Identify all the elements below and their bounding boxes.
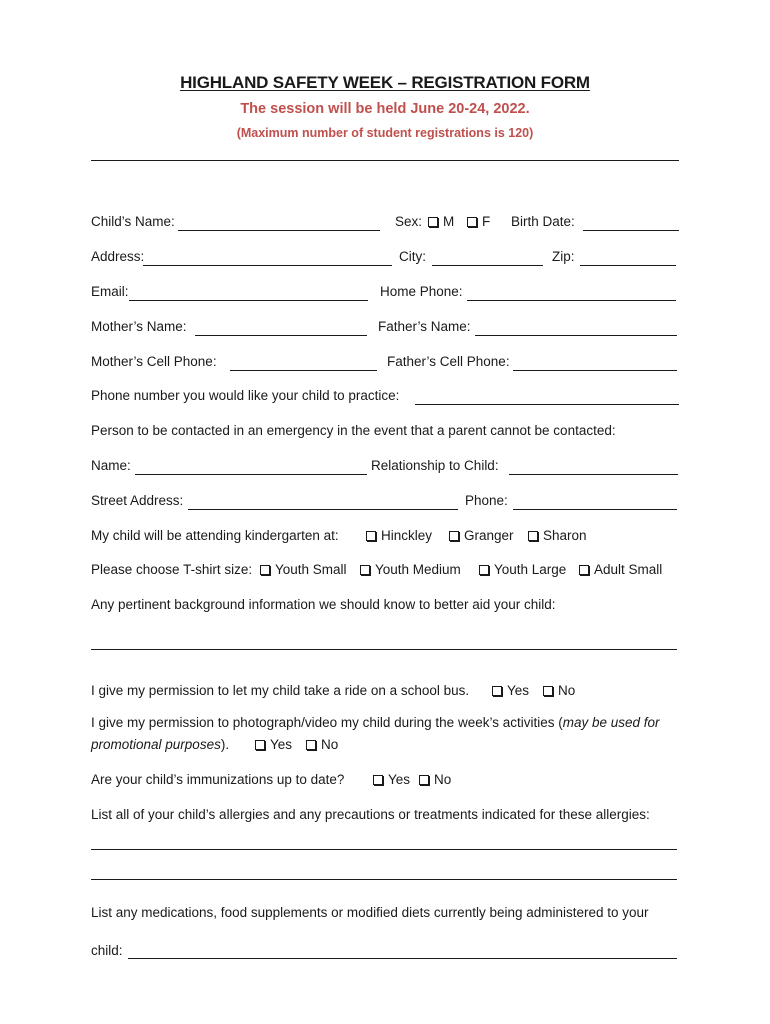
fathers-name-label: Father’s Name:	[378, 319, 471, 334]
youth-large-checkbox[interactable]	[479, 565, 489, 575]
bus-permission-label: I give my permission to let my child take a ride on a school bus.	[91, 683, 470, 698]
street-address-field[interactable]	[188, 509, 458, 510]
address-label: Address:	[91, 249, 145, 264]
zip-label: Zip:	[552, 249, 575, 264]
photo-permission-italic-1: may be used for	[562, 715, 660, 730]
childs-name-label: Child’s Name:	[91, 214, 175, 229]
granger-checkbox[interactable]	[449, 531, 459, 541]
photo-permission-italic-2: promotional purposes	[91, 737, 221, 752]
kindergarten-option-hinckley[interactable]: Hinckley	[366, 528, 432, 544]
relationship-label: Relationship to Child:	[371, 458, 499, 473]
fathers-name-field[interactable]	[475, 335, 677, 336]
bus-yes-checkbox[interactable]	[492, 686, 502, 696]
fathers-cell-label: Father’s Cell Phone:	[387, 354, 510, 369]
photo-permission-line2: promotional purposes).	[91, 737, 230, 752]
allergies-field-line-2[interactable]	[91, 879, 677, 880]
fathers-cell-field[interactable]	[513, 370, 677, 371]
immunizations-yes-option[interactable]: Yes	[373, 772, 410, 788]
kindergarten-option-sharon[interactable]: Sharon	[528, 528, 587, 544]
immunizations-no-checkbox[interactable]	[419, 775, 429, 785]
header-divider	[91, 160, 679, 161]
background-info-field[interactable]	[91, 649, 677, 650]
sex-f-checkbox[interactable]	[467, 217, 477, 227]
form-title: HIGHLAND SAFETY WEEK – REGISTRATION FORM	[180, 73, 590, 92]
bus-no-option[interactable]: No	[543, 683, 575, 699]
kindergarten-option-granger[interactable]: Granger	[449, 528, 514, 544]
bus-no-checkbox[interactable]	[543, 686, 553, 696]
address-field[interactable]	[143, 265, 392, 266]
medications-label-line2: child:	[91, 943, 123, 958]
city-label: City:	[399, 249, 426, 264]
birth-date-field[interactable]	[583, 230, 679, 231]
background-info-label: Any pertinent background information we should know to better aid your child:	[91, 597, 556, 612]
emergency-contact-intro: Person to be contacted in an emergency in the event that a parent cannot be contacted:	[91, 423, 616, 438]
photo-no-option[interactable]: No	[306, 737, 338, 753]
kindergarten-label: My child will be attending kindergarten at:	[91, 528, 339, 543]
email-field[interactable]	[129, 300, 368, 301]
adult-small-checkbox[interactable]	[579, 565, 589, 575]
medications-field[interactable]	[128, 958, 677, 959]
allergies-label: List all of your child’s allergies and any precautions or treatments indicated for these allergies:	[91, 807, 650, 822]
tshirt-option-adult-small[interactable]: Adult Small	[579, 562, 662, 578]
tshirt-option-youth-large[interactable]: Youth Large	[479, 562, 566, 578]
mothers-cell-field[interactable]	[230, 370, 377, 371]
immunizations-no-option[interactable]: No	[419, 772, 451, 788]
allergies-field-line-1[interactable]	[91, 849, 677, 850]
immunizations-label: Are your child’s immunizations up to date?	[91, 772, 345, 787]
practice-phone-field[interactable]	[415, 404, 679, 405]
zip-field[interactable]	[580, 265, 676, 266]
home-phone-label: Home Phone:	[380, 284, 463, 299]
youth-small-checkbox[interactable]	[260, 565, 270, 575]
immunizations-yes-checkbox[interactable]	[373, 775, 383, 785]
photo-no-checkbox[interactable]	[306, 740, 316, 750]
sex-label: Sex:	[395, 214, 423, 229]
mothers-cell-label: Mother’s Cell Phone:	[91, 354, 217, 369]
photo-permission-line1: I give my permission to photograph/video my child during the week’s activities (may be used for	[91, 715, 660, 730]
tshirt-option-youth-small[interactable]: Youth Small	[260, 562, 347, 578]
photo-yes-checkbox[interactable]	[255, 740, 265, 750]
home-phone-field[interactable]	[467, 300, 676, 301]
registration-limit-note: (Maximum number of student registrations is 120)	[236, 126, 534, 140]
street-address-label: Street Address:	[91, 493, 184, 508]
tshirt-option-youth-medium[interactable]: Youth Medium	[360, 562, 461, 578]
medications-label-line1: List any medications, food supplements or modified diets currently being administered to your	[91, 905, 649, 920]
practice-phone-label: Phone number you would like your child to practice:	[91, 388, 400, 403]
sex-f-option[interactable]: F	[467, 214, 490, 230]
bus-yes-option[interactable]: Yes	[492, 683, 529, 699]
emergency-phone-field[interactable]	[513, 509, 677, 510]
childs-name-field[interactable]	[178, 230, 380, 231]
photo-yes-option[interactable]: Yes	[255, 737, 292, 753]
emergency-name-field[interactable]	[135, 474, 367, 475]
emergency-name-label: Name:	[91, 458, 131, 473]
youth-medium-checkbox[interactable]	[360, 565, 370, 575]
hinckley-checkbox[interactable]	[366, 531, 376, 541]
tshirt-size-label: Please choose T-shirt size:	[91, 562, 253, 577]
relationship-field[interactable]	[509, 474, 678, 475]
sex-m-checkbox[interactable]	[428, 217, 438, 227]
sharon-checkbox[interactable]	[528, 531, 538, 541]
mothers-name-label: Mother’s Name:	[91, 319, 187, 334]
city-field[interactable]	[432, 265, 543, 266]
emergency-phone-label: Phone:	[465, 493, 508, 508]
birth-date-label: Birth Date:	[511, 214, 575, 229]
email-label: Email:	[91, 284, 129, 299]
session-dates: The session will be held June 20-24, 2022.	[240, 101, 530, 117]
mothers-name-field[interactable]	[195, 335, 367, 336]
sex-m-option[interactable]: M	[428, 214, 454, 230]
